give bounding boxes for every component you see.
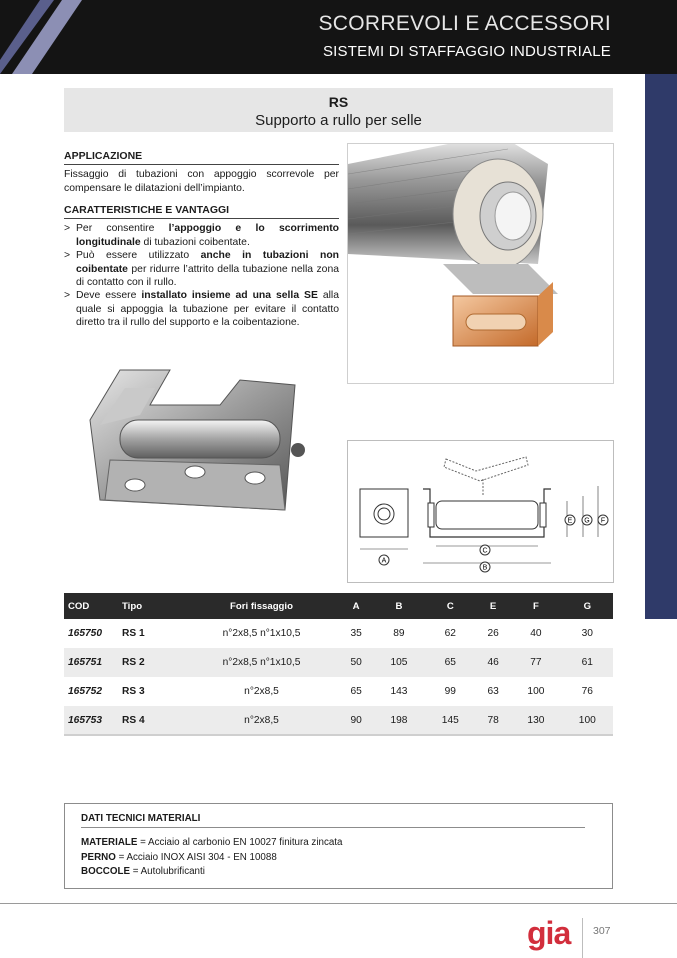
cell-f: 40 xyxy=(530,628,542,639)
pipe-on-roller-illustration xyxy=(348,144,613,383)
material-line: MATERIALE = Acciaio al carbonio EN 10027 finitura zincata xyxy=(81,837,343,848)
page-number: 307 xyxy=(593,925,611,937)
product-title-box xyxy=(64,88,613,132)
cell-holes: n°2x8,5 xyxy=(244,686,279,697)
cell-g: 76 xyxy=(581,686,593,697)
materials-heading: DATI TECNICI MATERIALI xyxy=(81,813,585,828)
table-row xyxy=(64,648,613,677)
cell-g: 30 xyxy=(581,628,593,639)
product-code: RS xyxy=(328,94,349,110)
col-header: Tipo xyxy=(122,593,184,619)
side-accent-bar xyxy=(645,74,677,619)
cell-holes: n°2x8,5 n°1x10,5 xyxy=(222,628,301,639)
col-header: E xyxy=(476,593,510,619)
application-heading: APPLICAZIONE xyxy=(64,150,339,165)
dim-label-a: A xyxy=(381,557,387,565)
dim-label-e: E xyxy=(567,517,573,525)
cell-b: 143 xyxy=(390,686,408,697)
cell-a: 65 xyxy=(350,686,362,697)
cell-a: 50 xyxy=(339,648,373,677)
table-row xyxy=(64,677,613,706)
features-list xyxy=(76,222,339,329)
dimension-drawing xyxy=(348,441,613,582)
cell-type: RS 4 xyxy=(122,706,184,735)
cell-f: 77 xyxy=(510,648,561,677)
cell-c: 65 xyxy=(425,648,476,677)
col-header: COD xyxy=(64,593,122,619)
materials-list xyxy=(81,836,342,880)
dimensions-table xyxy=(64,593,613,736)
material-line: BOCCOLE = Autolubrificanti xyxy=(81,866,205,877)
col-header: F xyxy=(510,593,561,619)
feature-item: > Deve essere installato insieme ad una sella SE alla quale si appoggia la tubazione per evitare il contatto diretto tra il rullo del supporto e la coibentazione. xyxy=(64,289,339,329)
dim-label-f: F xyxy=(600,517,606,525)
table-row xyxy=(64,619,613,648)
cell-e: 63 xyxy=(487,686,499,697)
cell-c: 145 xyxy=(425,706,476,735)
col-header: B xyxy=(373,593,424,619)
col-header: C xyxy=(425,593,476,619)
features-heading: CARATTERISTICHE E VANTAGGI xyxy=(64,204,339,219)
cell-g: 100 xyxy=(562,706,613,735)
col-header: Fori fissaggio xyxy=(184,593,339,619)
cell-b: 198 xyxy=(373,706,424,735)
cell-a: 35 xyxy=(350,628,362,639)
cell-e: 78 xyxy=(476,706,510,735)
feature-item: > Per consentire l’appoggio e lo scorrimento longitudinale di tubazioni coibentate. xyxy=(64,222,339,249)
cell-b: 89 xyxy=(393,628,405,639)
table-row xyxy=(64,706,613,735)
dim-label-g: G xyxy=(584,517,590,525)
cell-g: 61 xyxy=(562,648,613,677)
cell-type: RS 1 xyxy=(122,628,145,639)
section-title: SCORREVOLI E ACCESSORI xyxy=(318,12,611,35)
features-section xyxy=(64,204,339,330)
header-stripes-graphic xyxy=(0,0,120,74)
application-text: Fissaggio di tubazioni con appoggio scorrevole per compensare le dilatazioni dell’impianto. xyxy=(64,169,339,194)
installation-photo xyxy=(347,143,614,384)
roller-support-illustration xyxy=(80,360,320,535)
cell-b: 105 xyxy=(373,648,424,677)
cell-code: 165751 xyxy=(64,648,122,677)
feature-item: > Può essere utilizzato anche in tubazioni non coibentate per ridurre l’attrito della tubazione nella zona di contatto con il rullo. xyxy=(64,249,339,289)
cell-holes: n°2x8,5 n°1x10,5 xyxy=(184,648,339,677)
cell-holes: n°2x8,5 xyxy=(184,706,339,735)
section-subtitle: SISTEMI DI STAFFAGGIO INDUSTRIALE xyxy=(322,43,611,60)
table-header-row xyxy=(64,593,613,619)
technical-drawing xyxy=(347,440,614,583)
material-line: PERNO = Acciaio INOX AISI 304 - EN 10088 xyxy=(81,851,277,863)
cell-code: 165753 xyxy=(64,706,122,735)
cell-c: 62 xyxy=(444,628,456,639)
application-section xyxy=(64,150,339,195)
footer-divider xyxy=(0,903,677,904)
product-name: Supporto a rullo per selle xyxy=(255,112,422,129)
col-header: A xyxy=(339,593,373,619)
cell-type: RS 2 xyxy=(122,648,184,677)
brand-logo: gia xyxy=(527,915,571,951)
col-header: G xyxy=(562,593,613,619)
cell-type: RS 3 xyxy=(122,686,145,697)
cell-a: 90 xyxy=(339,706,373,735)
cell-code: 165752 xyxy=(68,686,102,697)
materials-box xyxy=(64,803,613,889)
cell-c: 99 xyxy=(444,686,456,697)
cell-e: 26 xyxy=(487,628,499,639)
footer-separator xyxy=(582,918,583,958)
cell-f: 130 xyxy=(510,706,561,735)
page-header xyxy=(0,0,677,74)
cell-f: 100 xyxy=(527,686,545,697)
cell-code: 165750 xyxy=(68,628,102,639)
dim-label-c: C xyxy=(482,547,488,555)
cell-e: 46 xyxy=(476,648,510,677)
dim-label-b: B xyxy=(482,564,488,572)
product-photo xyxy=(80,360,320,535)
